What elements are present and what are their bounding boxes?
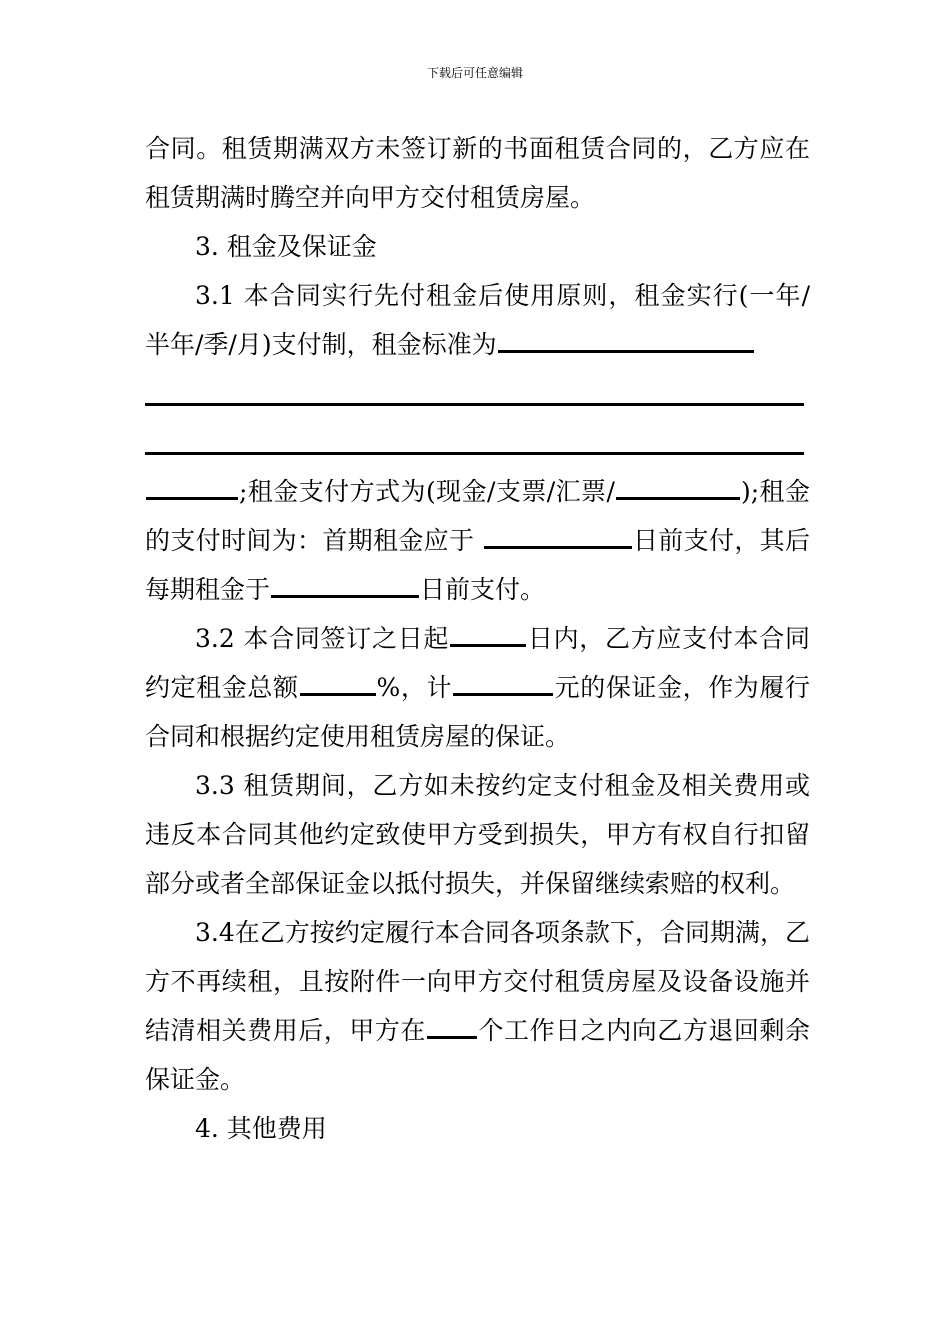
clause-3-3: 3.3 租赁期间，乙方如未按约定支付租金及相关费用或违反本合同其他约定致使甲方受到损失，甲方有权自行扣留部分或者全部保证金以抵付损失，并保留继续索赔的权利。 — [145, 771, 810, 898]
document-body — [145, 124, 810, 1153]
paragraph-continuation: 合同。租赁期满双方未签订新的书面租赁合同的，乙方应在租赁期满时腾空并向甲方交付租赁房屋。 — [145, 134, 810, 212]
clause-3-1 — [145, 271, 810, 369]
clause-3-1-text-b: ;租金支付方式为(现金/支票/汇票/ — [239, 477, 615, 506]
clause-3-4-text-b: 个工作日之内向乙方退回剩余保证金。 — [145, 1016, 810, 1094]
blank-rent-standard[interactable] — [498, 330, 754, 353]
blank-deposit-amount[interactable] — [453, 673, 553, 696]
blank-payment-method[interactable] — [616, 477, 740, 500]
clause-3-1-text-d: 日前支付，其后每期租金于 — [145, 526, 810, 604]
clause-3-2-text-d: 元的保证金，作为履行合同和根据约定使用租赁房屋的保证。 — [145, 673, 810, 751]
clause-3-1-text-c: );租金的支付时间为：首期租金应于 — [145, 477, 810, 555]
clause-3-2 — [145, 614, 810, 761]
clause-3-4 — [145, 908, 810, 1104]
blank-subsequent-payment-date[interactable] — [271, 575, 419, 598]
blank-first-payment-date[interactable] — [484, 526, 632, 549]
blank-rent-standard-line-3[interactable] — [145, 418, 804, 455]
page-header: 下载后可任意编辑 — [426, 66, 523, 80]
blank-deposit-days[interactable] — [450, 624, 526, 647]
clause-3-1-text-e: 日前支付。 — [420, 575, 546, 604]
clause-3-2-text-b: 日内，乙方应支付本合同约定租金总额 — [145, 624, 810, 702]
clause-3-1-text-a: 3.1 本合同实行先付租金后使用原则，租金实行(一年/半年/季/月)支付制，租金标准为 — [145, 281, 810, 359]
blank-deposit-percent[interactable] — [300, 673, 376, 696]
blank-rent-standard-end[interactable] — [146, 477, 238, 500]
clause-3-4-text-a: 3.4在乙方按约定履行本合同各项条款下，合同期满，乙方不再续租，且按附件一向甲方交付租赁房屋及设备设施并结清相关费用后，甲方在 — [145, 918, 810, 1045]
clause-3-2-text-a: 3.2 本合同签订之日起 — [195, 624, 450, 653]
blank-refund-days[interactable] — [427, 1016, 477, 1039]
blank-rent-standard-line-2[interactable] — [145, 369, 804, 406]
section-3-title: 3. 租金及保证金 — [195, 232, 377, 261]
clause-3-2-text-c: %，计 — [376, 673, 453, 702]
section-4-title: 4. 其他费用 — [195, 1114, 327, 1143]
clause-3-1-continued — [145, 467, 810, 614]
